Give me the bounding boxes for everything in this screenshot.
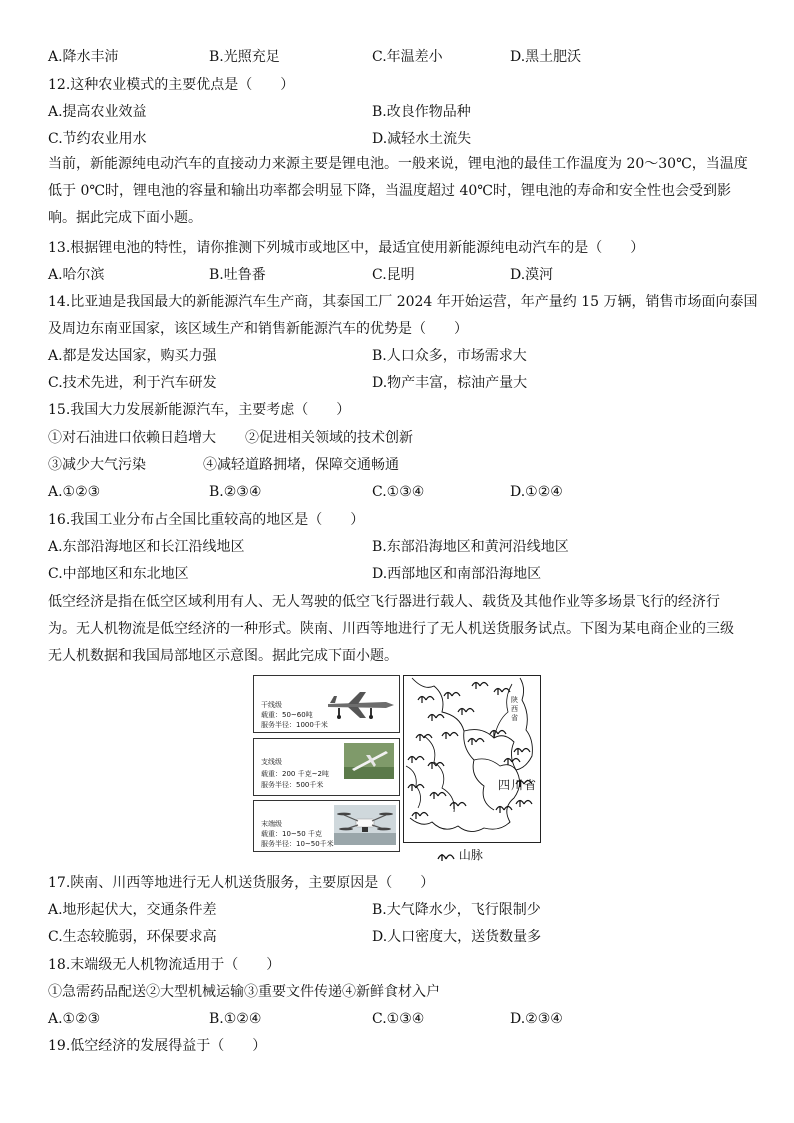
drone-card-trunk: [253, 675, 400, 733]
q13-option-c: C.昆明: [372, 267, 415, 283]
q13-option-a: A.哈尔滨: [48, 267, 105, 283]
quadcopter-drone-image: [334, 805, 396, 845]
q18-stem: 18.末端级无人机物流适用于（ ）: [48, 957, 281, 973]
trunk-title: 干线级: [261, 701, 282, 709]
q15-item-4: ④减轻道路拥堵，保障交通畅通: [203, 457, 399, 473]
q15-option-c: C.①③④: [372, 484, 425, 500]
q16-option-d: D.西部地区和南部沿海地区: [372, 566, 542, 582]
q18-option-d: D.②③④: [510, 1011, 563, 1027]
branch-load: 载重：200 千克~2吨: [261, 770, 329, 778]
q12-option-b: B.改良作物品种: [372, 104, 471, 120]
drone-passage-line2: 为。无人机物流是低空经济的一种形式。陕南、川西等地进行了无人机送货服务试点。下图为某电商企业的三级: [48, 621, 734, 637]
q17-stem: 17.陕南、川西等地进行无人机送货服务，主要原因是（ ）: [48, 875, 435, 891]
map-legend: [437, 846, 483, 863]
trunk-radius: 服务半径：1000千米: [261, 721, 328, 729]
battery-passage: 当前，新能源纯电动汽车的直接动力来源主要是锂电池。一般来说，锂电池的最佳工作温度为 20～30℃，当温度低于 0℃时，锂电池的容量和输出功率都会明显下降，当温度超过 40℃时，锂电池的寿命和安全性也会受到影响。据此完成下面小题。: [48, 156, 748, 226]
q11-option-b: B.光照充足: [209, 49, 280, 65]
q19-stem: 19.低空经济的发展得益于（ ）: [48, 1038, 267, 1054]
shaanxi-label: 陕西省: [511, 696, 518, 722]
legend-label: 山脉: [458, 848, 483, 862]
q11-option-a: A.降水丰沛: [48, 49, 119, 65]
terminal-load: 载重：10~50 千克: [261, 830, 322, 838]
map-drawing: [404, 676, 540, 842]
q16-option-c: C.中部地区和东北地区: [48, 566, 189, 582]
q11-option-c: C.年温差小: [372, 49, 443, 65]
q12-option-c: C.节约农业用水: [48, 131, 147, 147]
q13-option-d: D.漠河: [510, 267, 554, 283]
mountain-icon: [437, 850, 455, 862]
q12-stem: 12.这种农业模式的主要优点是（ ）: [48, 77, 295, 93]
q17-option-c: C.生态较脆弱，环保要求高: [48, 929, 217, 945]
sichuan-label: 四川省: [498, 778, 538, 792]
q14-option-c: C.技术先进，利于汽车研发: [48, 375, 217, 391]
branch-radius: 服务半径：500千米: [261, 781, 324, 789]
q15-option-d: D.①②④: [510, 484, 563, 500]
q15-option-b: B.②③④: [209, 484, 262, 500]
q13-stem: 13.根据锂电池的特性，请你推测下列城市或地区中，最适宜使用新能源纯电动汽车的是（ ）: [48, 240, 645, 256]
vtol-drone-image: [344, 743, 394, 779]
drone-passage-line1: 低空经济是指在低空区域利用有人、无人驾驶的低空飞行器进行载人、载货及其他作业等多场景飞行的经济行: [48, 594, 720, 610]
q13-option-b: B.吐鲁番: [209, 267, 266, 283]
terminal-radius: 服务半径：10~50千米: [261, 840, 334, 848]
q16-option-a: A.东部沿海地区和长江沿线地区: [48, 539, 245, 555]
q14-stem-line2: 及周边东南亚国家，该区域生产和销售新能源汽车的优势是（ ）: [48, 321, 468, 337]
q12-option-a: A.提高农业效益: [48, 104, 147, 120]
drone-passage-line3: 无人机数据和我国局部地区示意图。据此完成下面小题。: [48, 648, 398, 664]
q15-item-3: ③减少大气污染: [48, 457, 146, 473]
branch-title: 支线级: [261, 758, 282, 766]
q14-option-d: D.物产丰富，棕油产量大: [372, 375, 528, 391]
drone-card-branch: [253, 738, 400, 796]
terminal-title: 末端级: [261, 820, 282, 828]
q16-stem: 16.我国工业分布占全国比重较高的地区是（ ）: [48, 512, 365, 528]
regional-map: [403, 675, 541, 843]
fixed-wing-drone-image: [326, 688, 396, 722]
q18-option-c: C.①③④: [372, 1011, 425, 1027]
q18-option-a: A.①②③: [48, 1011, 101, 1027]
drone-card-terminal: [253, 800, 400, 852]
q17-option-b: B.大气降水少，飞行限制少: [372, 902, 541, 918]
q14-option-b: B.人口众多，市场需求大: [372, 348, 527, 364]
q11-option-d: D.黑土肥沃: [510, 49, 582, 65]
q15-stem: 15.我国大力发展新能源汽车，主要考虑（ ）: [48, 402, 351, 418]
q17-option-d: D.人口密度大，送货数量多: [372, 929, 542, 945]
q18-option-b: B.①②④: [209, 1011, 262, 1027]
q12-option-d: D.减轻水土流失: [372, 131, 472, 147]
q15-item-1: ①对石油进口依赖日趋增大: [48, 430, 216, 446]
q15-option-a: A.①②③: [48, 484, 101, 500]
q14-option-a: A.都是发达国家，购买力强: [48, 348, 217, 364]
q16-option-b: B.东部沿海地区和黄河沿线地区: [372, 539, 569, 555]
q18-items: ①急需药品配送②大型机械运输③重要文件传递④新鲜食材入户: [48, 984, 440, 1000]
trunk-load: 载重：50~60吨: [261, 711, 313, 719]
q17-option-a: A.地形起伏大，交通条件差: [48, 902, 217, 918]
q15-item-2: ②促进相关领域的技术创新: [245, 430, 413, 446]
q14-stem-line1: 14.比亚迪是我国最大的新能源汽车生产商，其泰国工厂 2024 年开始运营，年产量约 15 万辆，销售市场面向泰国: [48, 294, 758, 310]
